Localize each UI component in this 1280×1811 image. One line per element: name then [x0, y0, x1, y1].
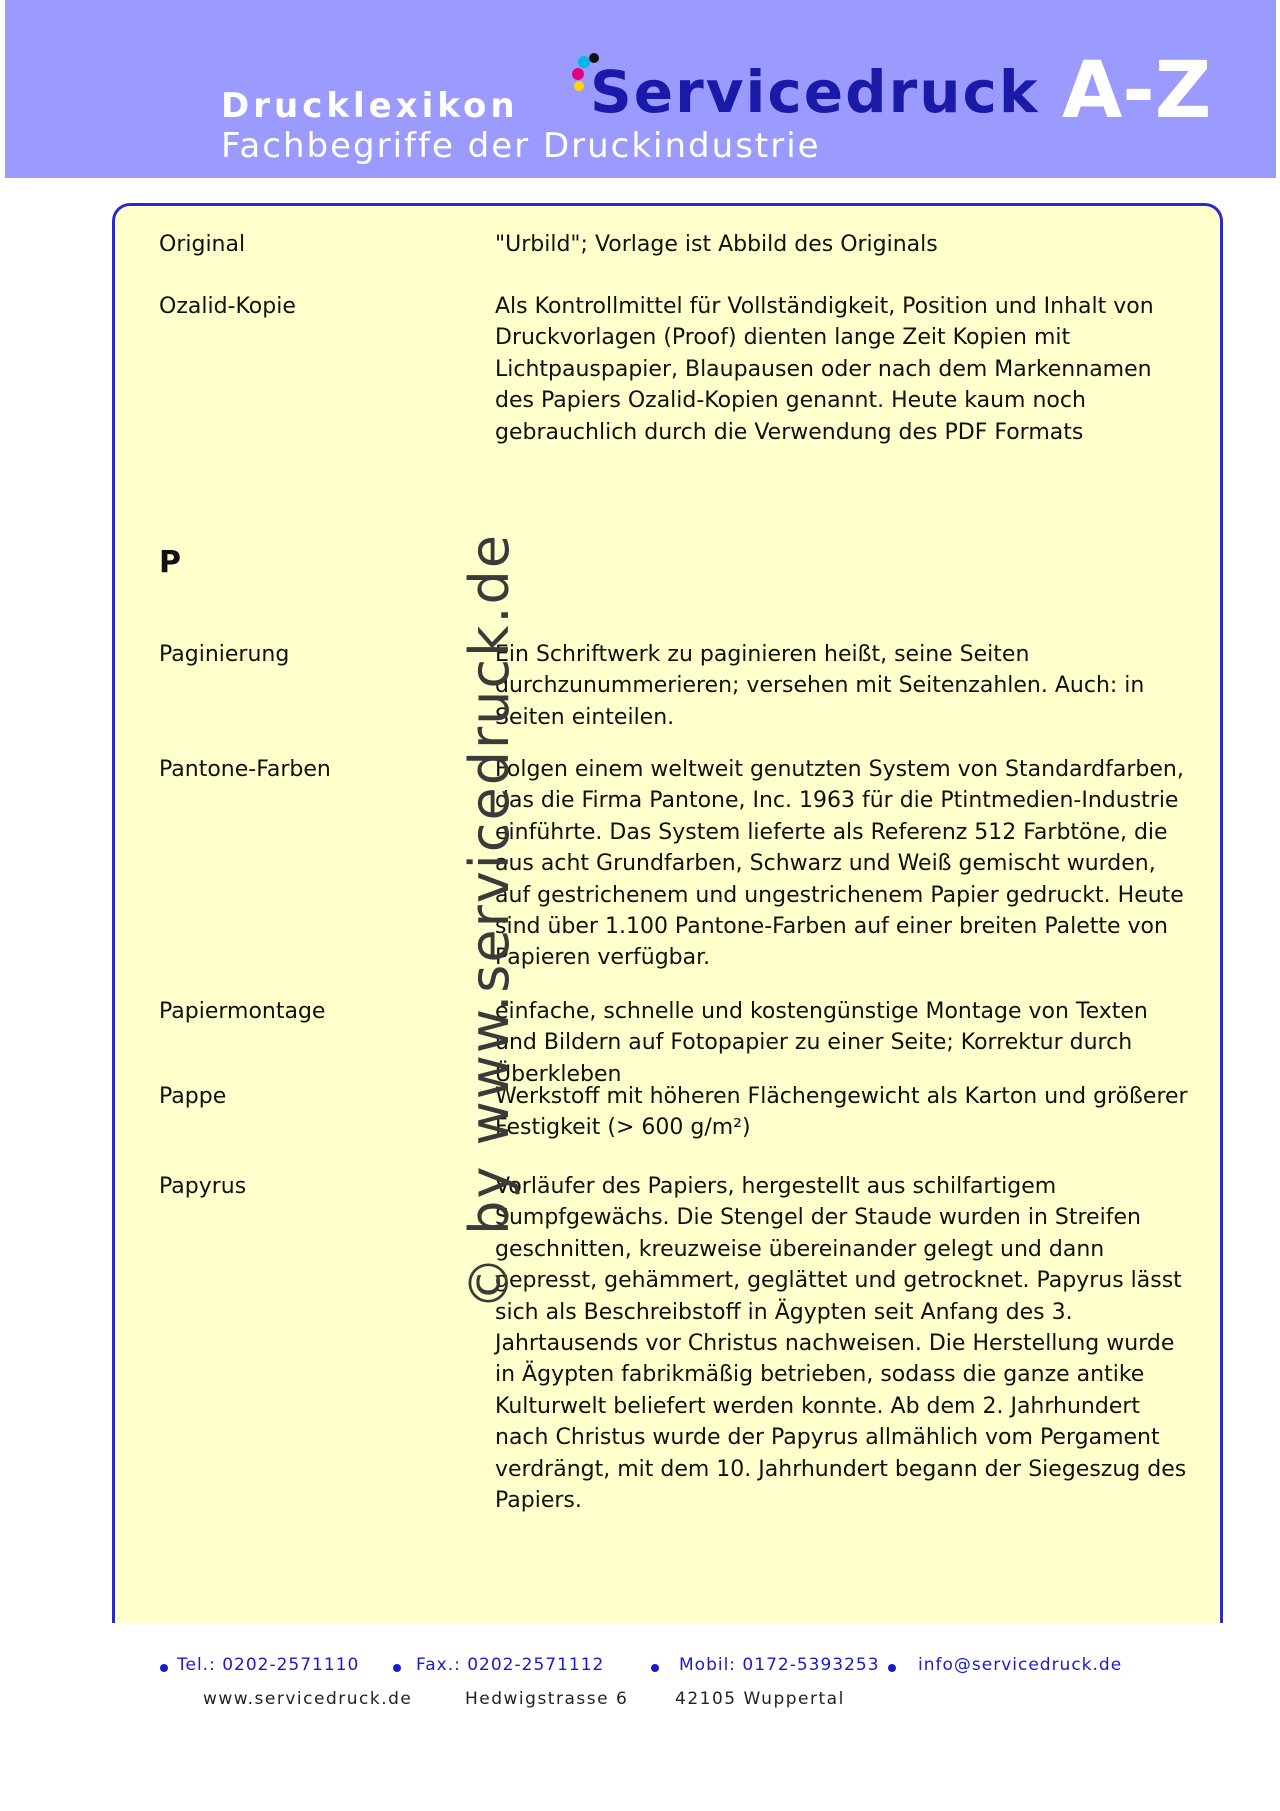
term-papyrus: Papyrus [159, 1174, 247, 1199]
definition-pappe: Werkstoff mit höheren Flächengewicht als Karton und größerer Festigkeit (> 600 g/m²) [495, 1084, 1188, 1141]
term-original: Original [159, 232, 246, 257]
bullet-icon [393, 1664, 401, 1672]
term-ozalid-kopie: Ozalid-Kopie [159, 294, 296, 319]
term-paginierung: Paginierung [159, 642, 290, 667]
logo-text: Servicedruck [590, 58, 1040, 126]
definition-ozalid-kopie: Als Kontrollmittel für Vollständigkeit, Position und Inhalt von Druckvorlagen (Proof) dienten lange Zeit Kopien mit Lichtpauspapier, Blaupausen oder nach dem Markennamen des Papiers Ozalid-Kopien genannt. Heute kaum noch gebrauchlich durch die Verwendung des PDF Formats [495, 294, 1154, 445]
footer-street: Hedwigstrasse 6 [465, 1689, 629, 1709]
servicedruck-logo [572, 52, 1040, 132]
range-label: A-Z [1062, 46, 1212, 136]
footer-mobil: Mobil: 0172-5393253 [679, 1655, 880, 1675]
header-title: Drucklexikon [221, 86, 519, 126]
definition-papiermontage: einfache, schnelle und kostengünstige Montage von Texten und Bildern auf Fotopapier zu einer Seite; Korrektur durch Überkleben [495, 999, 1148, 1087]
term-pantone-farben: Pantone-Farben [159, 757, 331, 782]
footer-website-link[interactable]: www.servicedruck.de [203, 1689, 413, 1709]
section-letter: P [159, 545, 181, 580]
footer-tel: Tel.: 0202-2571110 [177, 1655, 360, 1675]
bullet-icon [160, 1664, 168, 1672]
header-subtitle: Fachbegriffe der Druckindustrie [221, 126, 821, 166]
definition-paginierung: Ein Schriftwerk zu paginieren heißt, seine Seiten durchzunummerieren; versehen mit Seitenzahlen. Auch: in Seiten einteilen. [495, 642, 1145, 730]
bullet-icon [651, 1664, 659, 1672]
copyright-watermark: © by www.servicedruck.de [458, 532, 521, 1310]
footer-email-link[interactable]: info@servicedruck.de [918, 1655, 1123, 1675]
footer-city: 42105 Wuppertal [675, 1689, 845, 1709]
term-papiermontage: Papiermontage [159, 999, 326, 1024]
footer-fax: Fax.: 0202-2571112 [416, 1655, 605, 1675]
bullet-icon [888, 1664, 896, 1672]
term-pappe: Pappe [159, 1084, 227, 1109]
definition-pantone-farben: Folgen einem weltweit genutzten System von Standardfarben, das die Firma Pantone, Inc. 1963 für die Ptintmedien-Industrie einführte. Das System lieferte als Referenz 512 Farbtöne, die aus acht Grundfarben, Schwarz und Weiß gemischt wurden, auf gestrichenem und ungestrichenem Papier gedruckt. Heute sind über 1.100 Pantone-Farben auf einer breiten Palette von Papieren verfügbar. [495, 757, 1184, 971]
definition-original: "Urbild"; Vorlage ist Abbild des Originals [495, 232, 938, 257]
definition-papyrus: Vorläufer des Papiers, hergestellt aus schilfartigem Sumpfgewächs. Die Stengel der Staude wurden in Streifen geschnitten, kreuzweise übereinander gelegt und dann gepresst, gehämmert, geglättet und getrocknet. Papyrus lässt sich als Beschreibstoff in Ägypten seit Anfang des 3. Jahrtausends vor Christus nachweisen. Die Herstellung wurde in Ägypten fabrikmäßig betrieben, sodass die ganze antike Kulturwelt beliefert werden konnte. Ab dem 2. Jahrhundert nach Christus wurde der Papyrus allmählich vom Pergament verdrängt, mit dem 10. Jahrhundert begann der Siegeszug des Papiers. [495, 1174, 1187, 1514]
